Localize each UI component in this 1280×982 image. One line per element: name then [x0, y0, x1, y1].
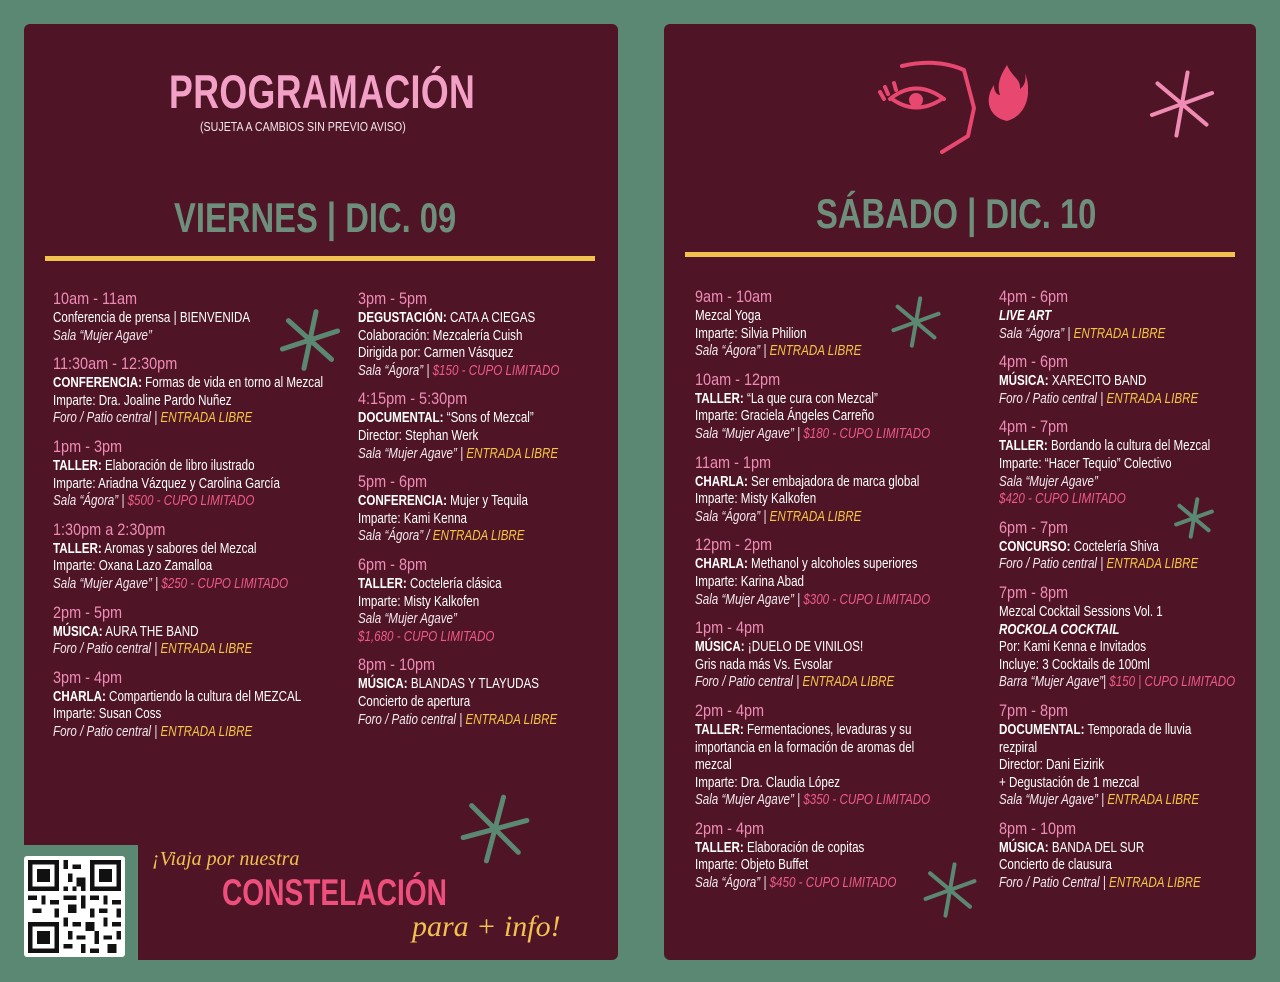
event-detail: Imparte: Susan Coss — [53, 706, 162, 723]
asterisk-star-icon — [458, 792, 532, 866]
admission-tag: $350 - CUPO LIMITADO — [803, 792, 931, 809]
event-venue — [53, 493, 323, 511]
event-type: MÚSICA: — [999, 373, 1049, 390]
venue-label: Foro / Patio central | — [53, 410, 161, 427]
asterisk-star-icon — [920, 860, 980, 920]
event-detail: MÚSICA: ¡DUELO DE VINILOS! — [695, 639, 864, 656]
event-time: 11am - 1pm — [695, 452, 772, 472]
schedule-event — [999, 416, 1280, 508]
event-detail: DOCUMENTAL: “Sons of Mezcal” — [358, 410, 534, 427]
event-time: 5pm - 6pm — [358, 472, 428, 492]
event-time: 1pm - 4pm — [695, 618, 765, 638]
venue-label: Foro / Patio central | — [53, 723, 161, 740]
schedule-event — [999, 517, 1280, 574]
venue-label: Sala “Mujer Agave” | — [695, 425, 804, 442]
flame-icon — [986, 63, 1028, 123]
admission-tag: $180 - CUPO LIMITADO — [803, 425, 931, 442]
schedule-event — [53, 519, 391, 594]
page-title: PROGRAMACIÓN — [169, 65, 476, 118]
admission-tag: ENTRADA LIBRE — [160, 410, 253, 427]
event-type: DEGUSTACIÓN: — [358, 310, 447, 326]
event-venue — [999, 875, 1235, 893]
friday-divider — [45, 256, 595, 261]
event-venue — [358, 363, 559, 381]
event-time: 4pm - 6pm — [999, 352, 1069, 372]
admission-tag: ENTRADA LIBRE — [160, 723, 253, 740]
venue-label: Foro / Patio central | — [358, 711, 466, 728]
event-detail: Imparte: Misty Kalkofen — [358, 593, 480, 610]
event-type: MÚSICA: — [695, 639, 745, 656]
admission-tag: ENTRADA LIBRE — [1106, 390, 1199, 407]
admission-tag: ENTRADA LIBRE — [1107, 792, 1200, 809]
admission-tag: $150 | CUPO LIMITADO — [1109, 674, 1236, 691]
event-venue — [53, 576, 323, 594]
venue-label: Sala “Ágora” / — [358, 528, 433, 545]
event-detail: MÚSICA: XARECITO BAND — [999, 373, 1147, 390]
schedule-event — [999, 286, 1280, 343]
event-time: 2pm - 4pm — [695, 818, 765, 838]
event-type: DOCUMENTAL: — [358, 410, 444, 427]
schedule-event — [999, 818, 1280, 893]
saturday-heading: SÁBADO | DIC. 10 — [816, 190, 1097, 237]
venue-label: Foro / Patio Central | — [999, 875, 1110, 892]
admission-tag: ENTRADA LIBRE — [1109, 875, 1201, 892]
asterisk-star-icon — [277, 307, 343, 373]
admission-tag: $150 - CUPO LIMITADO — [432, 362, 560, 379]
eye-face-icon — [876, 58, 986, 168]
event-venue — [999, 556, 1235, 574]
event-type: CONFERENCIA: — [53, 375, 142, 392]
schedule-event — [695, 534, 989, 609]
friday-panel — [24, 24, 618, 960]
event-time: 6pm - 7pm — [999, 517, 1069, 537]
venue-label: Sala “Ágora” | — [358, 362, 433, 379]
event-type: DOCUMENTAL: — [999, 721, 1085, 738]
event-detail: CHARLA: Compartiendo la cultura del MEZCAL — [53, 688, 302, 705]
event-time: 12pm - 2pm — [695, 535, 773, 555]
promo-line-1: ¡Viaja por nuestra — [152, 848, 300, 870]
schedule-event — [53, 667, 391, 742]
admission-tag: ENTRADA LIBRE — [769, 508, 862, 525]
event-type: MÚSICA: — [358, 676, 408, 693]
event-detail: TALLER: Elaboración de copitas — [695, 839, 865, 856]
event-detail: Por: Kami Kenna e Invitados — [999, 639, 1147, 656]
event-detail: rezpiral — [999, 739, 1038, 756]
venue-label: Sala “Ágora” | — [695, 508, 770, 525]
event-detail: TALLER: Coctelería clásica — [358, 575, 502, 592]
event-detail: mezcal — [695, 757, 732, 774]
event-detail: Conferencia de prensa | BIENVENIDA — [53, 310, 251, 326]
schedule-event — [999, 582, 1280, 692]
event-venue — [358, 446, 559, 464]
event-time: 8pm - 10pm — [358, 655, 436, 675]
event-time: 7pm - 8pm — [999, 700, 1069, 720]
event-detail: CHARLA: Methanol y alcoholes superiores — [695, 556, 918, 573]
event-detail: ROCKOLA COCKTAIL — [999, 621, 1120, 638]
event-detail: CONFERENCIA: Formas de vida en torno al Mezcal — [53, 375, 324, 392]
schedule-event — [53, 436, 391, 511]
venue-label: Sala “Mujer Agave” — [53, 327, 152, 344]
event-time: 2pm - 4pm — [695, 700, 765, 720]
venue-label: Foro / Patio central | — [999, 390, 1107, 407]
event-detail: Imparte: Oxana Lazo Zamalloa — [53, 558, 213, 575]
event-venue — [358, 712, 559, 730]
admission-tag: ENTRADA LIBRE — [802, 674, 895, 691]
friday-column-2 — [358, 288, 610, 737]
admission-tag: ENTRADA LIBRE — [1073, 325, 1166, 342]
event-type: MÚSICA: — [53, 623, 103, 640]
admission-tag: ENTRADA LIBRE — [432, 528, 525, 545]
event-detail: CHARLA: Ser embajadora de marca global — [695, 473, 920, 490]
schedule-event — [358, 471, 610, 546]
schedule-event — [358, 654, 610, 729]
asterisk-star-icon — [888, 294, 944, 350]
event-detail: Imparte: Misty Kalkofen — [695, 491, 817, 508]
event-venue — [999, 326, 1235, 344]
schedule-event — [695, 700, 989, 810]
event-venue — [999, 792, 1235, 810]
event-time: 1pm - 3pm — [53, 436, 123, 456]
promo-constelacion: CONSTELACIÓN — [222, 872, 447, 913]
admission-tag: ENTRADA LIBRE — [769, 343, 862, 360]
event-detail: TALLER: Aromas y sabores del Mezcal — [53, 540, 257, 557]
event-time: 6pm - 8pm — [358, 554, 428, 574]
event-detail: Concierto de clausura — [999, 857, 1112, 874]
event-time: 2pm - 5pm — [53, 602, 123, 622]
event-time: 4pm - 6pm — [999, 287, 1069, 306]
event-venue — [695, 674, 930, 692]
event-detail: MÚSICA: BANDA DEL SUR — [999, 839, 1145, 856]
event-type: TALLER: — [53, 540, 102, 557]
asterisk-star-icon — [1172, 496, 1216, 540]
admission-tag: $500 - CUPO LIMITADO — [127, 493, 255, 510]
venue-label: Sala “Ágora” | — [695, 875, 770, 892]
venue-label: Barra “Mujer Agave”| — [999, 674, 1110, 691]
schedule-event — [999, 351, 1280, 408]
event-venue — [358, 611, 559, 629]
event-venue — [53, 641, 323, 659]
event-detail: MÚSICA: BLANDAS Y TLAYUDAS — [358, 676, 539, 693]
event-detail: TALLER: Fermentaciones, levaduras y su — [695, 721, 912, 738]
admission-tag: ENTRADA LIBRE — [160, 641, 253, 658]
event-type: TALLER: — [695, 721, 744, 738]
event-detail: Imparte: Dra. Joaline Pardo Nuñez — [53, 392, 232, 409]
event-type: CONCURSO: — [999, 538, 1071, 555]
event-time: 4pm - 7pm — [999, 417, 1069, 437]
event-type: CHARLA: — [695, 473, 748, 490]
event-venue — [695, 792, 930, 810]
event-detail: Imparte: Silvia Philion — [695, 325, 807, 342]
event-detail: DOCUMENTAL: Temporada de lluvia — [999, 721, 1192, 738]
venue-label: Sala “Ágora” | — [53, 493, 128, 510]
event-type: TALLER: — [53, 457, 102, 474]
event-detail: MÚSICA: AURA THE BAND — [53, 623, 199, 640]
event-type: TALLER: — [695, 390, 744, 407]
event-detail: TALLER: Elaboración de libro ilustrado — [53, 457, 255, 474]
event-detail: Imparte: Karina Abad — [695, 573, 804, 590]
admission-tag: ENTRADA LIBRE — [1106, 556, 1199, 573]
event-time: 1:30pm a 2:30pm — [53, 519, 166, 539]
event-type: CONFERENCIA: — [358, 493, 447, 510]
event-detail: CONCURSO: Coctelería Shiva — [999, 538, 1159, 555]
event-venue — [53, 724, 323, 742]
event-venue — [999, 391, 1235, 409]
event-type: CHARLA: — [53, 688, 106, 705]
event-time: 11:30am - 12:30pm — [53, 354, 178, 374]
event-venue — [695, 592, 930, 610]
venue-label: Sala “Mujer Agave” | — [53, 575, 162, 592]
event-detail: Imparte: Ariadna Vázquez y Carolina García — [53, 475, 280, 492]
event-detail: Imparte: Objeto Buffet — [695, 857, 809, 874]
event-detail: Concierto de apertura — [358, 693, 471, 710]
schedule-event — [695, 369, 989, 444]
event-time: 9am - 10am — [695, 287, 773, 306]
event-detail: DEGUSTACIÓN: CATA A CIEGAS — [358, 310, 536, 326]
venue-label: Sala “Ágora” | — [999, 325, 1074, 342]
schedule-event — [53, 602, 391, 659]
event-time: 4:15pm - 5:30pm — [358, 389, 468, 409]
schedule-event — [695, 452, 989, 527]
schedule-event — [358, 388, 610, 463]
event-venue — [695, 509, 930, 527]
asterisk-star-icon — [1146, 68, 1218, 140]
admission-tag: ENTRADA LIBRE — [465, 711, 558, 728]
event-time: 3pm - 4pm — [53, 667, 123, 687]
venue-label: Sala “Mujer Agave” | — [358, 445, 467, 462]
venue-label: Foro / Patio central | — [695, 674, 803, 691]
admission-tag: ENTRADA LIBRE — [466, 445, 559, 462]
event-detail: Imparte: Graciela Ángeles Carreño — [695, 408, 875, 425]
saturday-column-2 — [999, 286, 1280, 901]
page-subtitle: (SUJETA A CAMBIOS SIN PREVIO AVISO) — [200, 119, 406, 134]
event-venue — [695, 426, 930, 444]
event-detail: Director: Stephan Werk — [358, 427, 479, 444]
venue-label: Sala “Mujer Agave” | — [999, 792, 1108, 809]
event-time: 10am - 12pm — [695, 369, 781, 389]
admission-tag: $450 - CUPO LIMITADO — [769, 875, 897, 892]
venue-label: Foro / Patio central | — [53, 641, 161, 658]
event-type: TALLER: — [358, 575, 407, 592]
event-time: 7pm - 8pm — [999, 582, 1069, 602]
event-type: TALLER: — [999, 438, 1048, 455]
event-detail: Imparte: Kami Kenna — [358, 510, 467, 527]
admission-tag: $300 - CUPO LIMITADO — [803, 591, 931, 608]
event-detail: LIVE ART — [999, 308, 1052, 324]
event-type: CHARLA: — [695, 556, 748, 573]
event-detail: Mezcal Cocktail Sessions Vol. 1 — [999, 603, 1163, 620]
event-venue — [358, 528, 559, 546]
event-detail: Imparte: “Hacer Tequio” Colectivo — [999, 455, 1172, 472]
event-detail: Mezcal Yoga — [695, 308, 761, 324]
admission-tag: $250 - CUPO LIMITADO — [161, 575, 289, 592]
venue-label: Sala “Ágora” | — [695, 343, 770, 360]
venue-label: Sala “Mujer Agave” | — [695, 792, 804, 809]
event-time: 8pm - 10pm — [999, 818, 1077, 838]
promo-line-3: para + info! — [412, 910, 561, 943]
event-type: MÚSICA: — [999, 839, 1049, 856]
saturday-panel — [664, 24, 1256, 960]
event-detail: Incluye: 3 Cocktails de 100ml — [999, 656, 1150, 673]
event-detail: TALLER: Bordando la cultura del Mezcal — [999, 438, 1211, 455]
schedule-event — [358, 554, 610, 646]
qr-code-icon[interactable] — [24, 856, 125, 957]
event-time: 10am - 11am — [53, 289, 138, 308]
schedule-event — [695, 286, 989, 361]
saturday-column-1 — [695, 286, 989, 901]
venue-label: Sala “Mujer Agave” — [358, 611, 457, 628]
event-venue — [999, 474, 1235, 492]
event-detail: Director: Dani Eizirik — [999, 757, 1105, 774]
venue-label: Sala “Mujer Agave” — [999, 473, 1098, 490]
venue-label: Foro / Patio central | — [999, 556, 1107, 573]
event-time: 3pm - 5pm — [358, 289, 428, 308]
friday-heading: VIERNES | DIC. 09 — [174, 194, 457, 241]
event-detail: TALLER: “La que cura con Mezcal” — [695, 390, 878, 407]
event-detail: Colaboración: Mezcalería Cuish — [358, 327, 523, 344]
event-detail: Dirigida por: Carmen Vásquez — [358, 345, 514, 362]
event-detail: CONFERENCIA: Mujer y Tequila — [358, 493, 528, 510]
event-detail: + Degustación de 1 mezcal — [999, 774, 1140, 791]
venue-label: Sala “Mujer Agave” | — [695, 591, 804, 608]
schedule-event — [999, 700, 1280, 810]
schedule-event — [695, 617, 989, 692]
schedule-event — [358, 288, 610, 380]
event-type: TALLER: — [695, 839, 744, 856]
event-detail: Gris nada más Vs. Evsolar — [695, 656, 833, 673]
admission-tag: $420 - CUPO LIMITADO — [999, 491, 1126, 508]
event-venue — [53, 410, 323, 428]
event-venue — [999, 674, 1235, 692]
saturday-divider — [685, 252, 1235, 257]
admission-tag: $1,680 - CUPO LIMITADO — [358, 628, 495, 645]
event-detail: Imparte: Dra. Claudia López — [695, 774, 841, 791]
event-detail: importancia en la formación de aromas del — [695, 739, 915, 756]
event-venue — [695, 875, 930, 893]
